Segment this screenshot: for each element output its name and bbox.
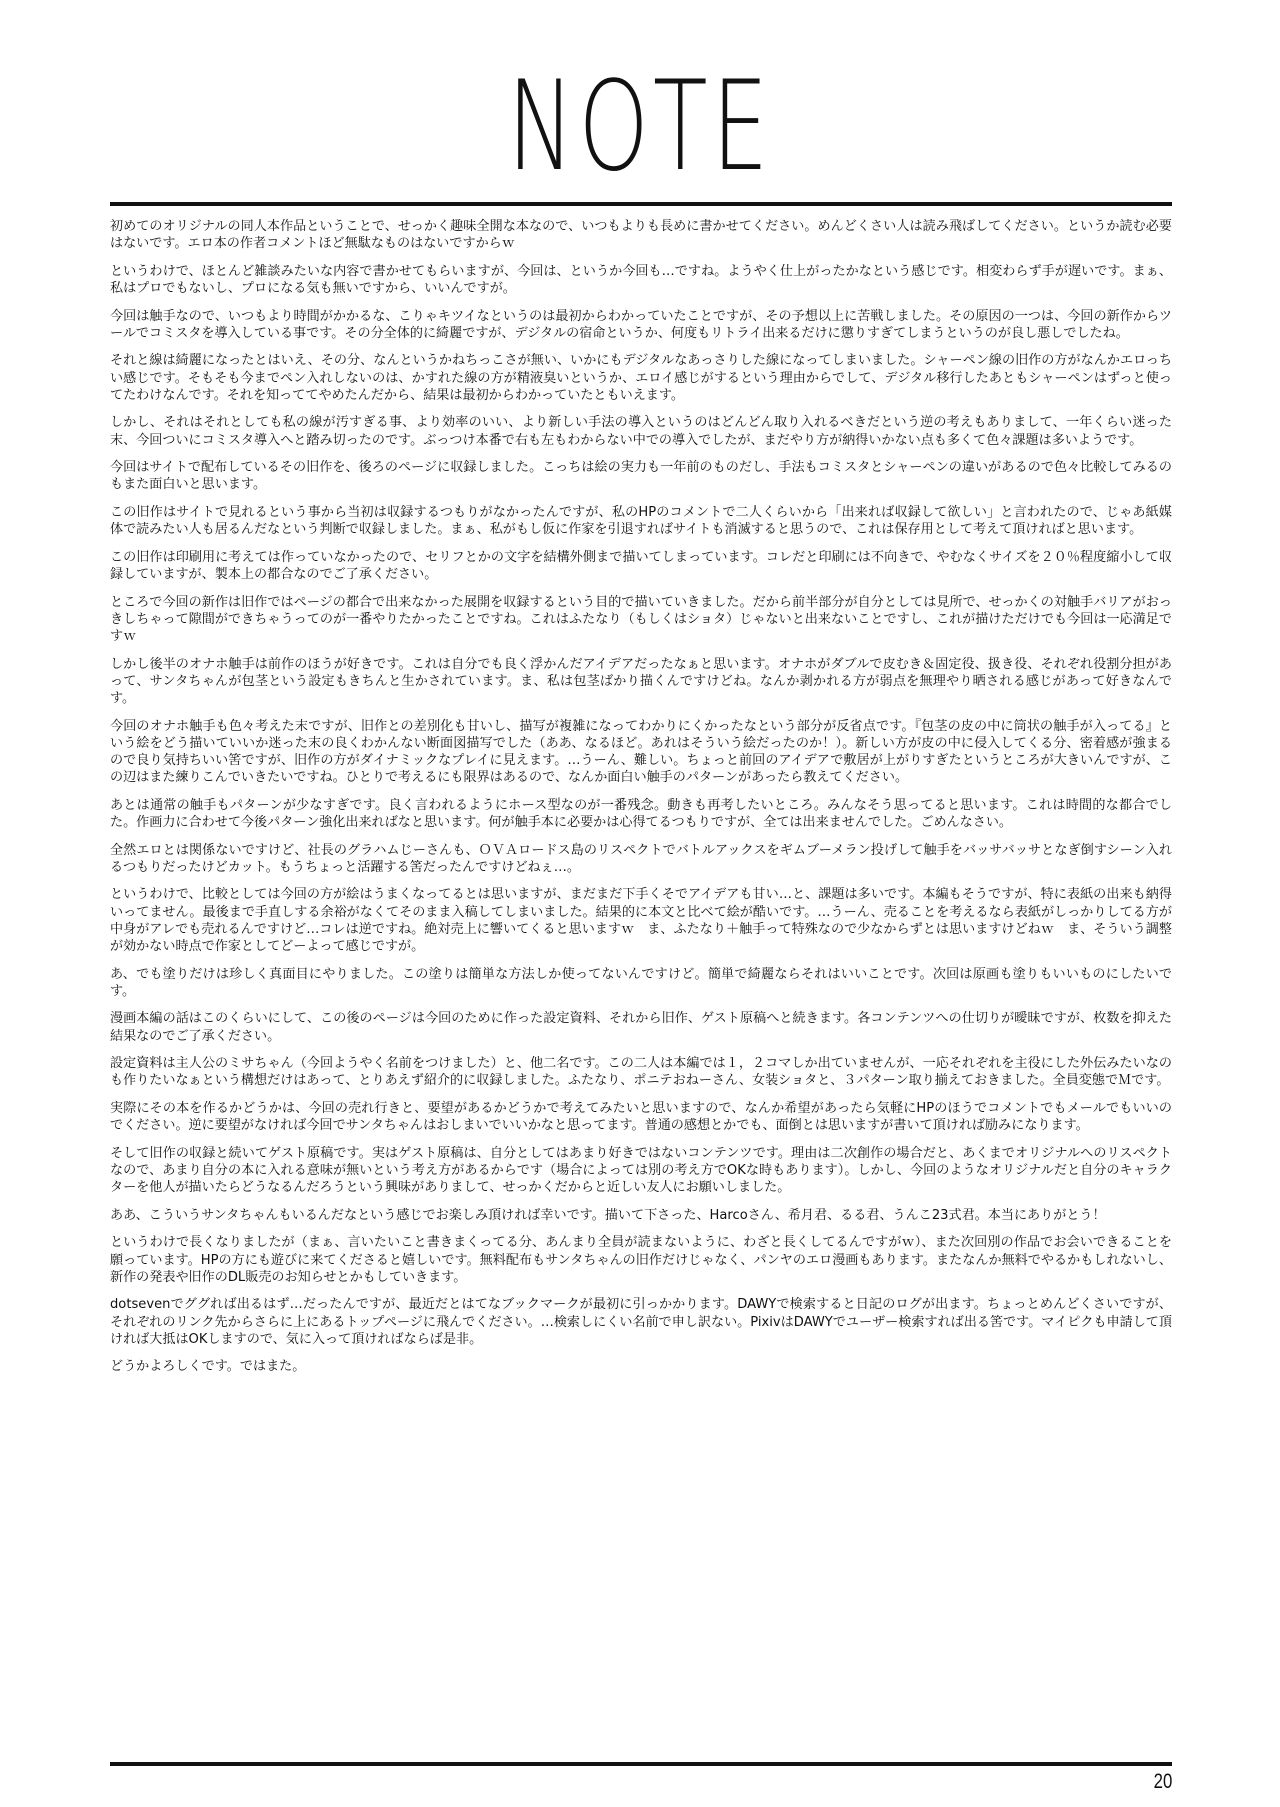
paragraph: 今回はサイトで配布しているその旧作を、後ろのページに収録しました。こっちは絵の実力も一年前のものだし、手法もコミスタとシャーペンの違いがあるので色々比較してみるのもまた面白いと思います。 [110, 460, 1172, 493]
paragraph: 漫画本編の話はこのくらいにして、この後のページは今回のために作った設定資料、それから旧作、ゲスト原稿へと続きます。各コンテンツへの仕切りが曖昧ですが、枚数を抑えた結果なのでご了承ください。 [110, 1011, 1172, 1044]
paragraph: 初めてのオリジナルの同人本作品ということで、せっかく趣味全開な本なので、いつもよりも長めに書かせてください。めんどくさい人は読み飛ばしてください。というか読む必要はないです。エロ本の作者コメントほど無駄なものはないですからｗ [110, 219, 1172, 252]
bottom-divider [110, 1762, 1172, 1766]
paragraph: というわけで長くなりましたが（まぁ、言いたいこと書きまくってる分、あんまり全員が読まないように、わざと長くしてるんですがｗ）、また次回別の作品でお会いできることを願っています。HPの方にも遊びに来てくださると嬉しいです。無料配布もサンタちゃんの旧作だけじゃなく、パンヤのエロ漫画もあります。またなんか無料でやるかもしれないし、新作の発表や旧作のDL販売のお知らせとかもしていきます。 [110, 1235, 1172, 1285]
paragraph: そして旧作の収録と続いてゲスト原稿です。実はゲスト原稿は、自分としてはあまり好きではないコンテンツです。理由は二次創作の場合だと、あくまでオリジナルへのリスペクトなので、あまり自分の本に入れる意味が無いという考え方があるからです（場合によっては別の考え方でOKな時もあります）。しかし、今回のようなオリジナルだと自分のキャラクターを他人が描いたらどうなるんだろうという興味がありまして、せっかくだからと近しい友人にお願いしました。 [110, 1145, 1172, 1196]
paragraph: あ、でも塗りだけは珍しく真面目にやりました。この塗りは簡単な方法しか使ってないんですけど。簡単で綺麗ならそれはいいことです。次回は原画も塗りもいいものにしたいです。 [110, 966, 1172, 999]
paragraph: 実際にその本を作るかどうかは、今回の売れ行きと、要望があるかどうかで考えてみたいと思いますので、なんか希望があったら気軽にHPのほうでコメントでもメールでもいいのでください。逆に要望がなければ今回でサンタちゃんはおしまいでいいかなと思ってます。普通の感想とかでも、面倒とは思いますが書いて頂ければ励みになります。 [110, 1100, 1172, 1134]
paragraph: それと線は綺麗になったとはいえ、その分、なんというかねちっこさが無い、いかにもデジタルなあっさりした線になってしまいました。シャーペン線の旧作の方がなんかエロっちい感じです。そもそも今までペン入れしないのは、かすれた線の方が精液臭いというか、エロイ感じがするという理由からでして、デジタル移行したあともシャーペンはずっと使ってたわけなんです。それを知っててやめたんだから、結果は最初からわかっていたともいえます。 [110, 353, 1172, 403]
paragraph: dotsevenでググれば出るはず…だったんですが、最近だとはてなブックマークが最初に引っかかります。DAWYで検索すると日記のログが出ます。ちょっとめんどくさいですが、それぞれのリンク先からさらに上にあるトップページに飛んでください。…検索しにくい名前で申し訳ない。PixivはDAWYでユーザー検索すれば出る筈です。マイピクも申請して頂ければ大抵はOKしますので、気に入って頂ければならば是非。 [110, 1297, 1172, 1347]
paragraph: というわけで、比較としては今回の方が絵はうまくなってるとは思いますが、まだまだ下手くそでアイデアも甘い…と、課題は多いです。本編もそうですが、特に表紙の出来も納得いってません。最後まで手直しする余裕がなくてそのまま入稿してしまいました。結果的に本文と比べて絵が酷いです。…うーん、売ることを考えるなら表紙がしっかりしてる方が中身がアレでも売れるんですけど…コレは逆ですね。絶対売上に響いてくると思いますｗ ま、ふたなり＋触手って特殊なので少なからずとは思いますけどねｗ ま、そういう調整が効かない時点で作家としてどーよって感じですが。 [110, 887, 1172, 954]
paragraph: 今回のオナホ触手も色々考えた末ですが、旧作との差別化も甘いし、描写が複雑になってわかりにくかったなという部分が反省点です。『包茎の皮の中に筒状の触手が入ってる』という絵をどう描いていいか迷った末の良くわかんない断面図描写でした（ああ、なるほど。あれはそういう絵だったのか！）。新しい方が皮の中に侵入してくる分、密着感が強まるので良り気持ちいい筈ですが、旧作の方がダイナミックなプレイに見えます。…うーん、難しい。ちょっと前回のアイデアで敷居が上がりすぎたというところが大きいんですが、この辺はまた練りこんでいきたいですね。ひとりで考えるにも限界はあるので、なんか面白い触手のパターンがあったら教えてください。 [110, 718, 1172, 786]
top-divider [110, 202, 1172, 206]
paragraph: あとは通常の触手もパターンが少なすぎです。良く言われるようにホース型なのが一番残念。動きも再考したいところ。みんなそう思ってると思います。これは時間的な都合でした。作画力に合わせて今後パターン強化出来ればなと思います。何が触手本に必要かは心得てるつもりですが、全ては出来ませんでした。ごめんなさい。 [110, 797, 1172, 830]
paragraph: ああ、こういうサンタちゃんもいるんだなという感じでお楽しみ頂ければ幸いです。描いて下さった、Harcoさん、希月君、るる君、うんこ23式君。本当にありがとう！ [110, 1207, 1106, 1223]
paragraph: 今回は触手なので、いつもより時間がかかるな、こりゃキツイなというのは最初からわかっていたことですが、その予想以上に苦戦しました。その原因の一つは、今回の新作からツールでコミスタを導入している事です。その分全体的に綺麗ですが、デジタルの宿命というか、何度もリトライ出来るだけに懲りすぎてしまうというのが良し悪しでしたね。 [110, 308, 1172, 341]
paragraph: 設定資料は主人公のミサちゃん（今回ようやく名前をつけました）と、他二名です。この二人は本編では１，２コマしか出ていませんが、一応それぞれを主役にした外伝みたいなのも作りたいなぁという構想だけはあって、とりあえず紹介的に収録しました。ふたなり、ポニテおねーさん、女装ショタと、３パターン取り揃えておきました。全員変態でＭです。 [110, 1056, 1172, 1089]
paragraph: 全然エロとは関係ないですけど、社長のグラハムじーさんも、ＯＶＡロードス島のリスペクトでバトルアックスをギムブーメラン投げして触手をバッサバッサとなぎ倒すシーン入れるつもりだったけどカット。もうちょっと活躍する筈だったんですけどねぇ…。 [110, 842, 1172, 875]
page-title: NOTE [507, 55, 773, 199]
paragraph: というわけで、ほとんど雑談みたいな内容で書かせてもらいますが、今回は、というか今回も…ですね。ようやく仕上がったかなという感じです。相変わらず手が遅いです。まぁ、私はプロでもないし、プロになる気も無いですから、いいんですが。 [110, 263, 1172, 296]
paragraph: ところで今回の新作は旧作ではページの都合で出来なかった展開を収録するという目的で描いていきました。だから前半部分が自分としては見所で、せっかくの対触手バリアがおっきしちゃって隙間ができちゃうってのが一番やりたかったことですね。これはふたなり（もしくはショタ）じゃないと出来ないことですし、これが描けただけでも今回は一応満足ですｗ [110, 594, 1172, 644]
paragraph: しかし後半のオナホ触手は前作のほうが好きです。これは自分でも良く浮かんだアイデアだったなぁと思います。オナホがダブルで皮むき＆固定役、扱き役、それぞれ役割分担があって、サンタちゃんが包茎という設定もきちんと生かされています。ま、私は包茎ばかり描くんですけどね。なんか剥かれる方が弱点を無理やり晒される感じがあって好きなんです。 [110, 656, 1172, 706]
paragraph: しかし、それはそれとしても私の線が汚すぎる事、より効率のいい、より新しい手法の導入というのはどんどん取り入れるべきだという逆の考えもありまして、一年くらい迷った末、今回ついにコミスタ導入へと踏み切ったのです。ぶっつけ本番で右も左もわからない中での導入でしたが、まだやり方が納得いかない点も多くて色々課題は多いようです。 [110, 415, 1172, 448]
paragraph: この旧作は印刷用に考えては作っていなかったので、セリフとかの文字を結構外側まで描いてしまっています。コレだと印刷には不向きで、やむなくサイズを２０％程度縮小して収録していますが、製本上の都合なのでご了承ください。 [110, 549, 1172, 582]
note-body [110, 218, 1172, 1748]
page-number: 20 [1153, 1770, 1172, 1793]
paragraph: どうかよろしくです。ではまた。 [110, 1359, 306, 1375]
paragraph: この旧作はサイトで見れるという事から当初は収録するつもりがなかったんですが、私のHPのコメントで二人くらいから「出来れば収録して欲しい」と言われたので、じゃあ紙媒体で読みたい人も居るんだなという判断で収録しました。まぁ、私がもし仮に作家を引退すればサイトも消滅すると思うので、これは保存用として考えて頂ければと思います。 [110, 504, 1172, 538]
